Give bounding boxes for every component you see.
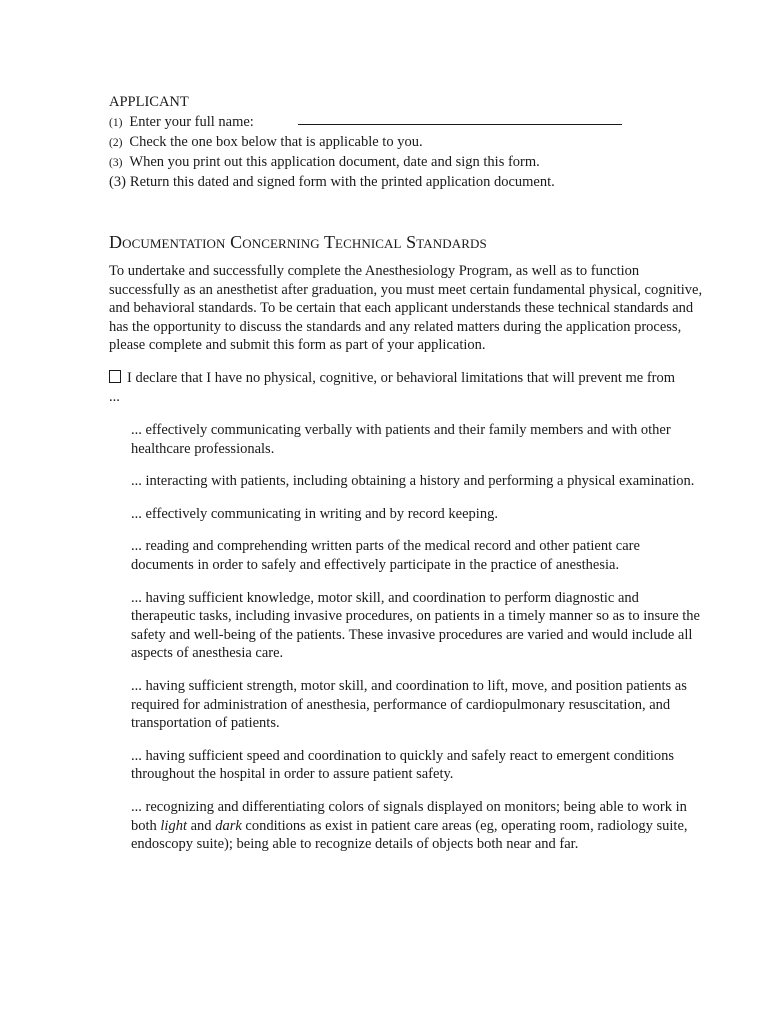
step-print-sign <box>109 153 729 173</box>
applicant-instructions <box>109 93 729 192</box>
item-emphasis-light: light <box>160 817 187 834</box>
step-number: (3) <box>109 157 123 169</box>
list-item: ... effectively communicating verbally with patients and their family members and with other healthcare professionals. <box>131 422 671 457</box>
list-item: ... effectively communicating in writing and by record keeping. <box>131 505 498 522</box>
step-text: When you print out this application document, date and sign this form. <box>129 154 540 170</box>
list-item: ... having sufficient knowledge, motor skill, and coordination to perform diagnostic and therapeutic tasks, including invasive procedures, on patients in a timely manner so as to insure the safety and well-being of the patients. These invasive procedures are varied and would include all aspects of anesthesia care. <box>131 589 700 662</box>
step-number: (1) <box>109 117 123 129</box>
declaration-text: I declare that I have no physical, cognitive, or behavioral limitations that will prevent me from ... <box>109 370 676 405</box>
step-enter-name <box>109 112 729 133</box>
step-text: Check the one box below that is applicable to you. <box>129 134 423 150</box>
step-number: (3) <box>109 174 126 190</box>
declaration-statement <box>109 369 689 406</box>
step-text: Return this dated and signed form with the printed application document. <box>129 174 555 190</box>
standards-list <box>131 421 701 868</box>
item-text: and <box>187 817 216 834</box>
list-item: ... interacting with patients, including obtaining a history and performing a physical examination. <box>131 473 695 490</box>
step-return-form <box>109 173 729 192</box>
list-item: ... having sufficient strength, motor skill, and coordination to lift, move, and position patients as required for administration of anesthesia, performance of cardiopulmonary resuscitation, and transportation of patients. <box>131 677 687 732</box>
intro-paragraph: To undertake and successfully complete the Anesthesiology Program, as well as to function successfully as an anesthetist after graduation, you must meet certain fundamental physical, cognitive, and behavioral standards. To be certain that each applicant understands these technical standards and has the opportunity to discuss the standards and any related matters during the application process, please complete and submit this form as part of your application. <box>109 263 703 354</box>
item-text: conditions as exist in patient care areas (eg, operating room, radiology suite, endoscopy suite); being able to recognize details of objects both near and far. <box>131 817 688 853</box>
item-text: ... recognizing and differentiating colors of signals displayed on monitors; being able to work in both <box>131 798 687 834</box>
step-number: (2) <box>109 137 123 149</box>
item-emphasis-dark: dark <box>215 817 242 834</box>
list-item <box>131 798 701 854</box>
step-text: Enter your full name: <box>129 114 254 130</box>
step-check-box <box>109 133 729 153</box>
list-item: ... having sufficient speed and coordination to quickly and safely react to emergent conditions throughout the hospital in order to assure patient safety. <box>131 747 675 783</box>
applicant-heading: APPLICANT <box>109 94 189 110</box>
full-name-field[interactable] <box>298 111 622 125</box>
list-item: ... reading and comprehending written parts of the medical record and other patient care documents in order to safely and effectively participate in the practice of anesthesia. <box>131 538 640 573</box>
section-title: Documentation Concerning Technical Standards <box>109 232 487 252</box>
declaration-checkbox[interactable] <box>109 370 121 383</box>
